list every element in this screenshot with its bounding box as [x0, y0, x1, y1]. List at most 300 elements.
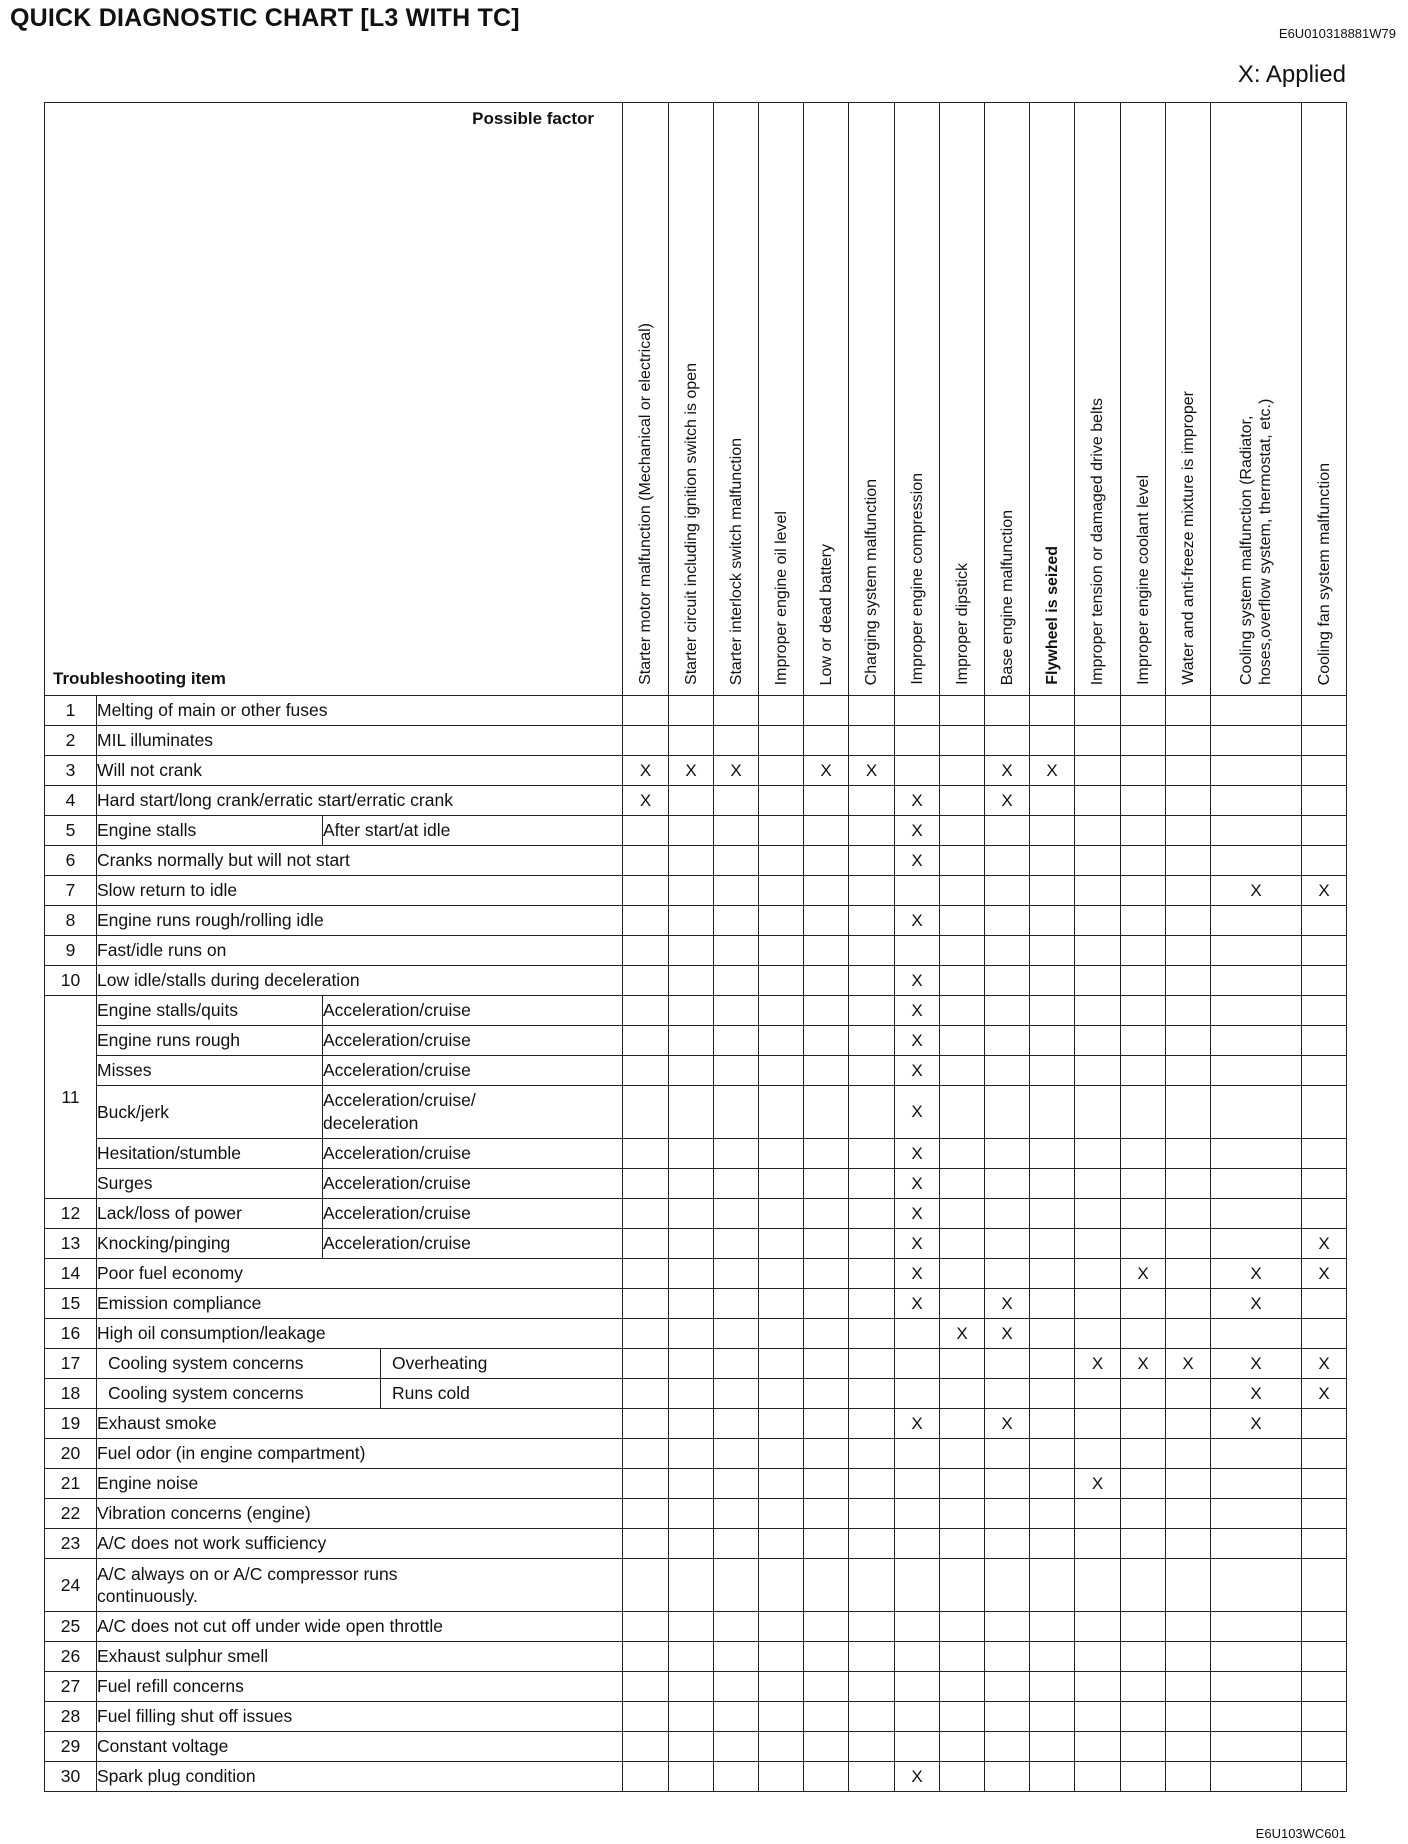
- empty-cell: [849, 1672, 895, 1702]
- empty-cell: [804, 816, 849, 846]
- empty-cell: [849, 816, 895, 846]
- empty-cell: [895, 1439, 940, 1469]
- empty-cell: [895, 696, 940, 726]
- symptom-cell: Low idle/stalls during deceleration: [97, 966, 623, 996]
- row-number: 5: [45, 816, 97, 846]
- applied-mark: X: [895, 1289, 940, 1319]
- empty-cell: [1030, 1409, 1075, 1439]
- symptom-cell: Engine noise: [97, 1469, 623, 1499]
- empty-cell: [1121, 1026, 1166, 1056]
- empty-cell: [1302, 1169, 1347, 1199]
- empty-cell: [804, 1612, 849, 1642]
- empty-cell: [804, 1499, 849, 1529]
- empty-cell: [623, 1702, 669, 1732]
- empty-cell: [940, 1409, 985, 1439]
- empty-cell: [804, 1289, 849, 1319]
- empty-cell: [1211, 1319, 1302, 1349]
- condition-cell: Acceleration/cruise: [323, 1139, 623, 1169]
- empty-cell: [1030, 846, 1075, 876]
- empty-cell: [669, 726, 714, 756]
- empty-cell: [669, 1612, 714, 1642]
- empty-cell: [1121, 1229, 1166, 1259]
- empty-cell: [1030, 1469, 1075, 1499]
- table-row: [45, 1349, 1347, 1379]
- empty-cell: [985, 1439, 1030, 1469]
- empty-cell: [895, 1469, 940, 1499]
- empty-cell: [940, 1056, 985, 1086]
- empty-cell: [895, 1732, 940, 1762]
- empty-cell: [940, 1762, 985, 1792]
- applied-mark: X: [895, 1199, 940, 1229]
- empty-cell: [759, 1612, 804, 1642]
- row-number: 26: [45, 1642, 97, 1672]
- empty-cell: [1121, 1319, 1166, 1349]
- empty-cell: [940, 1289, 985, 1319]
- empty-cell: [940, 1026, 985, 1056]
- empty-cell: [1030, 1259, 1075, 1289]
- symptom-cell: Surges: [97, 1169, 323, 1199]
- row-number: 8: [45, 906, 97, 936]
- empty-cell: [623, 1672, 669, 1702]
- empty-cell: [1121, 1379, 1166, 1409]
- empty-cell: [623, 1319, 669, 1349]
- empty-cell: [759, 1139, 804, 1169]
- empty-cell: [1211, 1529, 1302, 1559]
- empty-cell: [1030, 726, 1075, 756]
- empty-cell: [895, 936, 940, 966]
- empty-cell: [1121, 786, 1166, 816]
- empty-cell: [1121, 1612, 1166, 1642]
- symptom-cell: Hard start/long crank/erratic start/erratic crank: [97, 786, 623, 816]
- empty-cell: [1211, 786, 1302, 816]
- empty-cell: [895, 1559, 940, 1612]
- applied-mark: X: [1211, 1379, 1302, 1409]
- table-row: [45, 1672, 1347, 1702]
- empty-cell: [1211, 936, 1302, 966]
- empty-cell: [1075, 696, 1121, 726]
- factor-label: Cooling system malfunction (Radiator, hoses,overflow system, thermostat, etc.): [1238, 398, 1274, 685]
- empty-cell: [1121, 1169, 1166, 1199]
- table-row: [45, 1169, 1347, 1199]
- factor-label: Improper tension or damaged drive belts: [1089, 397, 1106, 685]
- empty-cell: [759, 1199, 804, 1229]
- empty-cell: [1075, 1086, 1121, 1139]
- empty-cell: [1030, 1612, 1075, 1642]
- header-row: [45, 103, 1347, 696]
- empty-cell: [1030, 1086, 1075, 1139]
- empty-cell: [759, 1379, 804, 1409]
- symptom-cell: Engine runs rough: [97, 1026, 323, 1056]
- empty-cell: [1211, 1559, 1302, 1612]
- empty-cell: [1302, 1762, 1347, 1792]
- empty-cell: [804, 1319, 849, 1349]
- empty-cell: [849, 696, 895, 726]
- applied-mark: X: [895, 1229, 940, 1259]
- document-id: E6U010318881W79: [1278, 26, 1396, 41]
- applied-mark: X: [895, 1259, 940, 1289]
- empty-cell: [714, 966, 759, 996]
- row-number: 12: [45, 1199, 97, 1229]
- empty-cell: [669, 1056, 714, 1086]
- table-row: [45, 1026, 1347, 1056]
- empty-cell: [985, 1529, 1030, 1559]
- empty-cell: [849, 1169, 895, 1199]
- table-row: [45, 906, 1347, 936]
- empty-cell: [1302, 1612, 1347, 1642]
- empty-cell: [1121, 906, 1166, 936]
- empty-cell: [849, 1056, 895, 1086]
- empty-cell: [759, 816, 804, 846]
- empty-cell: [759, 1672, 804, 1702]
- empty-cell: [1030, 786, 1075, 816]
- empty-cell: [1166, 1439, 1211, 1469]
- empty-cell: [985, 726, 1030, 756]
- empty-cell: [985, 1199, 1030, 1229]
- applied-mark: X: [1075, 1469, 1121, 1499]
- empty-cell: [1166, 726, 1211, 756]
- empty-cell: [849, 1289, 895, 1319]
- empty-cell: [759, 1056, 804, 1086]
- applied-mark: X: [1211, 1349, 1302, 1379]
- table-row: [45, 1199, 1347, 1229]
- empty-cell: [1166, 906, 1211, 936]
- empty-cell: [985, 1702, 1030, 1732]
- empty-cell: [1166, 1642, 1211, 1672]
- table-row: [45, 1702, 1347, 1732]
- empty-cell: [940, 1229, 985, 1259]
- empty-cell: [714, 816, 759, 846]
- table-row: [45, 1559, 1347, 1612]
- empty-cell: [940, 1259, 985, 1289]
- empty-cell: [985, 816, 1030, 846]
- table-row: [45, 1469, 1347, 1499]
- empty-cell: [1030, 1139, 1075, 1169]
- empty-cell: [849, 876, 895, 906]
- empty-cell: [1030, 876, 1075, 906]
- empty-cell: [759, 996, 804, 1026]
- empty-cell: [1121, 1499, 1166, 1529]
- symptom-cell: Buck/jerk: [97, 1086, 323, 1139]
- empty-cell: [623, 1169, 669, 1199]
- empty-cell: [759, 1469, 804, 1499]
- empty-cell: [1121, 846, 1166, 876]
- factor-label: Improper engine oil level: [772, 510, 790, 685]
- applied-mark: X: [1302, 1229, 1347, 1259]
- empty-cell: [1166, 1762, 1211, 1792]
- empty-cell: [1166, 1672, 1211, 1702]
- empty-cell: [623, 696, 669, 726]
- diagnostic-table: [44, 102, 1347, 1792]
- row-number: 28: [45, 1702, 97, 1732]
- empty-cell: [940, 906, 985, 936]
- empty-cell: [669, 1199, 714, 1229]
- empty-cell: [669, 1529, 714, 1559]
- empty-cell: [1302, 1056, 1347, 1086]
- empty-cell: [669, 1499, 714, 1529]
- empty-cell: [940, 1086, 985, 1139]
- symptom-cell: Cranks normally but will not start: [97, 846, 623, 876]
- empty-cell: [895, 726, 940, 756]
- empty-cell: [1075, 1199, 1121, 1229]
- empty-cell: [1030, 936, 1075, 966]
- symptom-cell: MIL illuminates: [97, 726, 623, 756]
- empty-cell: [1302, 846, 1347, 876]
- empty-cell: [1211, 996, 1302, 1026]
- symptom-cell: [97, 1349, 623, 1379]
- empty-cell: [623, 1612, 669, 1642]
- factor-label: Low or dead battery: [817, 543, 835, 685]
- empty-cell: [895, 876, 940, 906]
- empty-cell: [1302, 1139, 1347, 1169]
- empty-cell: [623, 816, 669, 846]
- empty-cell: [759, 1439, 804, 1469]
- empty-cell: [1030, 1439, 1075, 1469]
- table-row: [45, 1379, 1347, 1409]
- empty-cell: [1030, 1026, 1075, 1056]
- empty-cell: [804, 1559, 849, 1612]
- empty-cell: [985, 1349, 1030, 1379]
- factor-header-11: [1075, 103, 1121, 696]
- factor-header-2: [669, 103, 714, 696]
- empty-cell: [1211, 1642, 1302, 1672]
- empty-cell: [940, 1612, 985, 1642]
- empty-cell: [1211, 1702, 1302, 1732]
- applied-mark: X: [1121, 1349, 1166, 1379]
- empty-cell: [623, 1056, 669, 1086]
- empty-cell: [714, 1379, 759, 1409]
- symptom-cell: A/C does not cut off under wide open throttle: [97, 1612, 623, 1642]
- empty-cell: [804, 1199, 849, 1229]
- empty-cell: [985, 1169, 1030, 1199]
- table-row: [45, 816, 1347, 846]
- factor-label: Starter motor malfunction (Mechanical or electrical): [637, 323, 654, 685]
- empty-cell: [669, 876, 714, 906]
- empty-cell: [1211, 1762, 1302, 1792]
- empty-cell: [623, 1469, 669, 1499]
- empty-cell: [849, 786, 895, 816]
- empty-cell: [1030, 816, 1075, 846]
- empty-cell: [1075, 1559, 1121, 1612]
- factor-label: Base engine malfunction: [998, 509, 1016, 685]
- empty-cell: [1030, 1559, 1075, 1612]
- condition-cell: Acceleration/cruise: [323, 1026, 623, 1056]
- empty-cell: [940, 696, 985, 726]
- empty-cell: [1075, 1229, 1121, 1259]
- empty-cell: [623, 1559, 669, 1612]
- empty-cell: [940, 1672, 985, 1702]
- empty-cell: [1075, 966, 1121, 996]
- empty-cell: [714, 1086, 759, 1139]
- applied-mark: X: [985, 756, 1030, 786]
- empty-cell: [1302, 996, 1347, 1026]
- empty-cell: [849, 1642, 895, 1672]
- empty-cell: [940, 756, 985, 786]
- symptom-cell: High oil consumption/leakage: [97, 1319, 623, 1349]
- factor-header-13: [1166, 103, 1211, 696]
- applied-mark: X: [804, 756, 849, 786]
- row-number: 29: [45, 1732, 97, 1762]
- empty-cell: [1211, 1732, 1302, 1762]
- empty-cell: [985, 1026, 1030, 1056]
- empty-cell: [1121, 966, 1166, 996]
- symptom-cell: Engine stalls/quits: [97, 996, 323, 1026]
- condition-text: Runs cold: [392, 1383, 470, 1403]
- condition-cell: Acceleration/cruise/ deceleration: [323, 1086, 623, 1139]
- empty-cell: [1211, 1439, 1302, 1469]
- empty-cell: [1166, 1702, 1211, 1732]
- empty-cell: [804, 726, 849, 756]
- empty-cell: [714, 1289, 759, 1319]
- row-number: 30: [45, 1762, 97, 1792]
- symptom-cell: Fuel filling shut off issues: [97, 1702, 623, 1732]
- empty-cell: [804, 1139, 849, 1169]
- empty-cell: [1302, 1289, 1347, 1319]
- empty-cell: [1030, 1732, 1075, 1762]
- empty-cell: [1030, 1702, 1075, 1732]
- factor-header-7: [895, 103, 940, 696]
- empty-cell: [714, 1702, 759, 1732]
- empty-cell: [669, 1139, 714, 1169]
- empty-cell: [669, 1732, 714, 1762]
- row-number: 13: [45, 1229, 97, 1259]
- table-row: [45, 1439, 1347, 1469]
- row-number: 23: [45, 1529, 97, 1559]
- empty-cell: [1166, 1409, 1211, 1439]
- possible-factor-label: Possible factor: [472, 109, 594, 128]
- row-number: 20: [45, 1439, 97, 1469]
- empty-cell: [623, 1349, 669, 1379]
- empty-cell: [895, 1702, 940, 1732]
- empty-cell: [985, 966, 1030, 996]
- symptom-cell: Lack/loss of power: [97, 1199, 323, 1229]
- empty-cell: [714, 1762, 759, 1792]
- empty-cell: [849, 1439, 895, 1469]
- empty-cell: [623, 1499, 669, 1529]
- row-number: 4: [45, 786, 97, 816]
- empty-cell: [669, 1289, 714, 1319]
- applied-mark: X: [895, 1026, 940, 1056]
- empty-cell: [1302, 1409, 1347, 1439]
- table-row: [45, 1056, 1347, 1086]
- empty-cell: [759, 1409, 804, 1439]
- symptom-cell: Emission compliance: [97, 1289, 623, 1319]
- table-row: [45, 1409, 1347, 1439]
- empty-cell: [849, 906, 895, 936]
- empty-cell: [759, 1086, 804, 1139]
- row-number: 16: [45, 1319, 97, 1349]
- table-row: [45, 936, 1347, 966]
- empty-cell: [1075, 726, 1121, 756]
- table-row: [45, 846, 1347, 876]
- empty-cell: [1166, 996, 1211, 1026]
- empty-cell: [623, 966, 669, 996]
- empty-cell: [1211, 1139, 1302, 1169]
- empty-cell: [849, 1612, 895, 1642]
- empty-cell: [1075, 1289, 1121, 1319]
- empty-cell: [1075, 996, 1121, 1026]
- table-row: [45, 1259, 1347, 1289]
- factor-header-4: [759, 103, 804, 696]
- empty-cell: [669, 906, 714, 936]
- empty-cell: [1121, 996, 1166, 1026]
- empty-cell: [895, 1499, 940, 1529]
- symptom-cell: Melting of main or other fuses: [97, 696, 623, 726]
- applied-mark: X: [1302, 876, 1347, 906]
- condition-cell: Acceleration/cruise: [323, 996, 623, 1026]
- applied-mark: X: [1211, 1259, 1302, 1289]
- empty-cell: [1302, 816, 1347, 846]
- empty-cell: [1030, 1199, 1075, 1229]
- empty-cell: [623, 1259, 669, 1289]
- applied-mark: X: [669, 756, 714, 786]
- applied-mark: X: [985, 1319, 1030, 1349]
- symptom-cell: Fuel refill concerns: [97, 1672, 623, 1702]
- empty-cell: [1121, 1139, 1166, 1169]
- applied-mark: X: [1030, 756, 1075, 786]
- empty-cell: [804, 1229, 849, 1259]
- empty-cell: [759, 1026, 804, 1056]
- empty-cell: [623, 726, 669, 756]
- empty-cell: [1211, 1672, 1302, 1702]
- empty-cell: [714, 1732, 759, 1762]
- empty-cell: [1211, 1499, 1302, 1529]
- empty-cell: [940, 1732, 985, 1762]
- empty-cell: [849, 1499, 895, 1529]
- empty-cell: [804, 996, 849, 1026]
- empty-cell: [1075, 1379, 1121, 1409]
- empty-cell: [1121, 1289, 1166, 1319]
- empty-cell: [849, 1469, 895, 1499]
- empty-cell: [985, 1229, 1030, 1259]
- empty-cell: [759, 1702, 804, 1732]
- row-number: 18: [45, 1379, 97, 1409]
- empty-cell: [1030, 1319, 1075, 1349]
- empty-cell: [1302, 1319, 1347, 1349]
- empty-cell: [1211, 1229, 1302, 1259]
- empty-cell: [1211, 846, 1302, 876]
- empty-cell: [1030, 1762, 1075, 1792]
- empty-cell: [669, 966, 714, 996]
- empty-cell: [1166, 846, 1211, 876]
- empty-cell: [1166, 696, 1211, 726]
- condition-cell: Acceleration/cruise: [323, 1229, 623, 1259]
- empty-cell: [940, 996, 985, 1026]
- empty-cell: [669, 1642, 714, 1672]
- empty-cell: [985, 1056, 1030, 1086]
- empty-cell: [623, 996, 669, 1026]
- empty-cell: [1121, 1762, 1166, 1792]
- empty-cell: [1211, 1469, 1302, 1499]
- factor-label: Water and anti-freeze mixture is improper: [1179, 391, 1197, 685]
- figure-id: E6U103WC601: [1255, 1826, 1346, 1841]
- empty-cell: [1302, 1702, 1347, 1732]
- empty-cell: [623, 876, 669, 906]
- applied-mark: X: [895, 1169, 940, 1199]
- empty-cell: [849, 1259, 895, 1289]
- empty-cell: [1166, 1499, 1211, 1529]
- empty-cell: [1166, 1612, 1211, 1642]
- applied-mark: X: [714, 756, 759, 786]
- factor-label: Cooling fan system malfunction: [1315, 462, 1333, 685]
- empty-cell: [940, 1169, 985, 1199]
- applied-mark: X: [895, 906, 940, 936]
- empty-cell: [1211, 1199, 1302, 1229]
- empty-cell: [849, 1139, 895, 1169]
- empty-cell: [759, 756, 804, 786]
- empty-cell: [895, 1529, 940, 1559]
- factor-header-1: [623, 103, 669, 696]
- empty-cell: [1075, 1319, 1121, 1349]
